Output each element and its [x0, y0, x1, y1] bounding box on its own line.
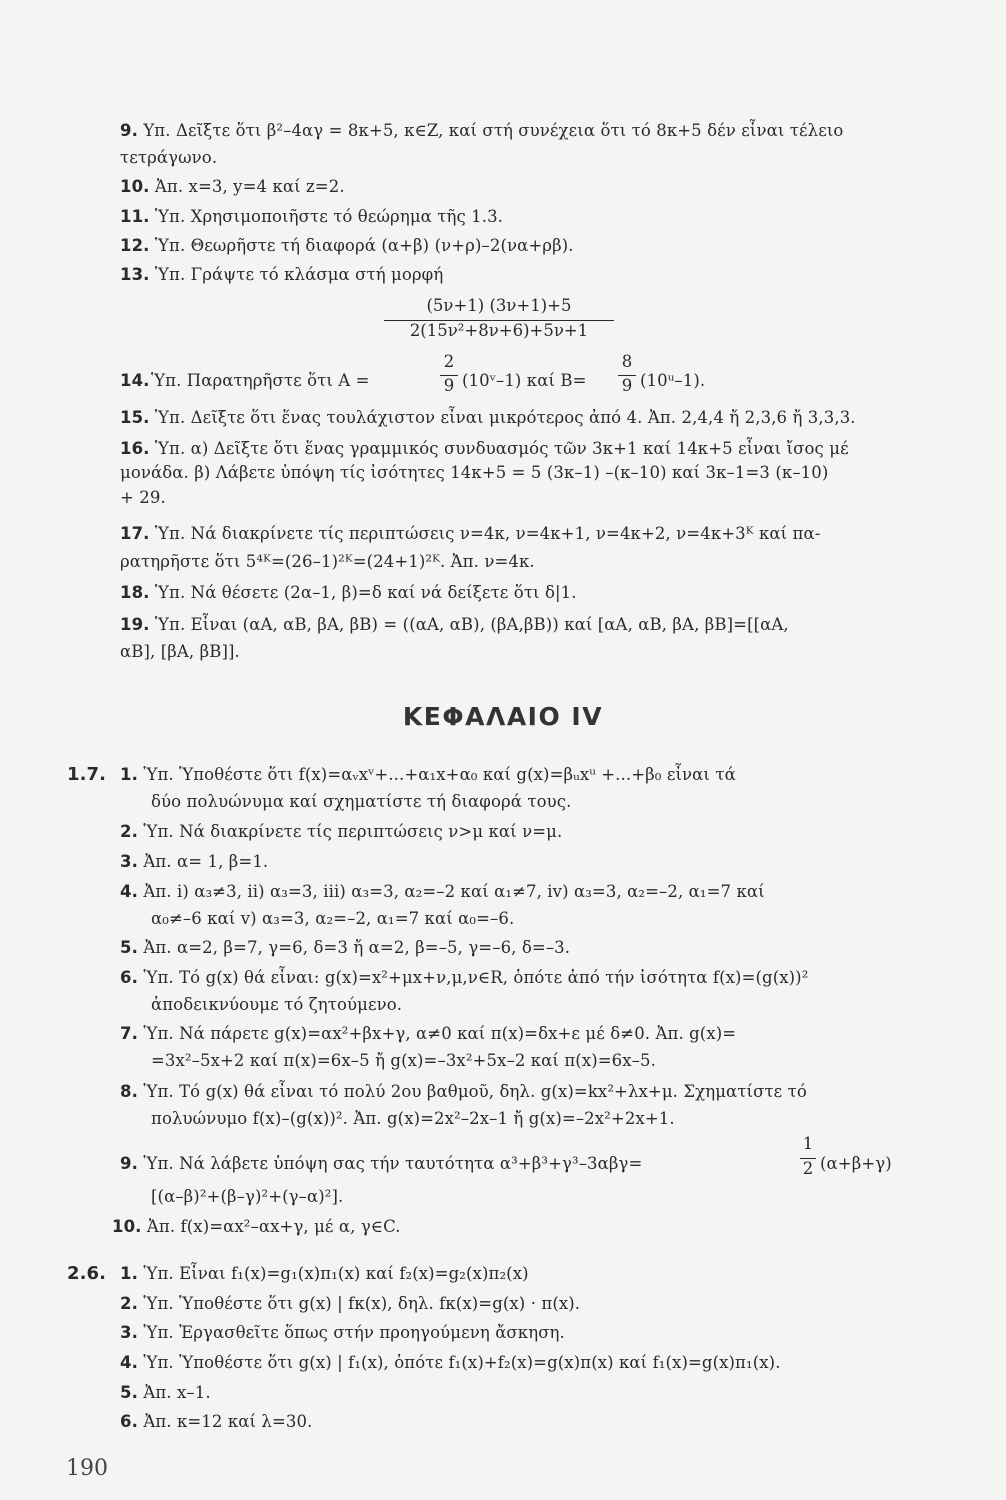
answer-1-7-1-line1	[120, 763, 736, 787]
answer-1-7-9-tail: (α+β+γ)	[820, 1154, 892, 1173]
answer-1-7-10	[112, 1215, 401, 1239]
answer-text: Ἀπ. α=2, β=7, γ=6, δ=3 ἤ α=2, β=–5, γ=–6, δ=–3.	[143, 938, 571, 957]
answer-19-line2: αB], [βA, βB]].	[120, 642, 240, 661]
answer-14-text-b: (10ᵛ–1) καί B=	[462, 371, 587, 390]
answer-text: Ὑπ. Γράψτε τό κλάσμα στή μορφή	[154, 265, 444, 284]
answer-1-7-3	[120, 850, 268, 874]
answer-text: Ὑπ. Εἶναι f₁(x)=g₁(x)π₁(x) καί f₂(x)=g₂(x)π₂(x)	[143, 1264, 529, 1283]
answer-text: Ἀπ. x=3, y=4 καί z=2.	[154, 177, 345, 196]
answer-number: 9.	[120, 1154, 138, 1173]
answer-1-7-1-line2: δύο πολυώνυμα καί σχηματίστε τή διαφορά τους.	[151, 792, 572, 811]
fraction-a-top: 2	[443, 352, 455, 371]
answer-number: 14.	[120, 371, 150, 390]
answer-text: Ὑπ. Ἐργασθεῖτε ὅπως στήν προηγούμενη ἄσκηση.	[143, 1323, 565, 1342]
answer-1-7-8-line2: πολυώνυμο f(x)–(g(x))². Ἀπ. g(x)=2x²–2x–1 ἤ g(x)=–2x²+2x+1.	[151, 1109, 675, 1128]
answer-14-text-c: (10ᵘ–1).	[640, 371, 706, 390]
answer-1-7-4-line2: α₀≠–6 καί v) α₃=3, α₂=–2, α₁=7 καί α₀=–6.	[151, 909, 515, 928]
answer-2-6-1	[120, 1262, 529, 1286]
fraction-denominator: 2(15ν²+8ν+6)+5ν+1	[409, 321, 589, 340]
answer-text: Ὑπ. Τό g(x) θά εἶναι: g(x)=x²+μx+ν,μ,ν∈R, ὁπότε ἀπό τήν ἰσότητα f(x)=(g(x))²	[143, 968, 809, 987]
answer-text: Ὑπ. Χρησιμοποιῆστε τό θεώρημα τῆς 1.3.	[154, 207, 504, 226]
answer-16-line2: μονάδα. β) Λάβετε ὑπόψη τίς ἰσότητες 14κ+5 = 5 (3κ–1) –(κ–10) καί 3κ–1=3 (κ–10)	[120, 463, 829, 482]
answer-14-text-a: Ὑπ. Παρατηρῆστε ὅτι A =	[151, 371, 370, 390]
answer-number: 19.	[120, 615, 150, 634]
answer-1-7-6-line2: ἀποδεικνύουμε τό ζητούμενο.	[151, 995, 403, 1014]
chapter-title: ΚΕΦΑΛΑΙΟ IV	[402, 702, 604, 731]
answer-10	[120, 175, 345, 199]
answer-text: Ἀπ. κ=12 καί λ=30.	[143, 1412, 313, 1431]
answer-19-line1	[120, 613, 789, 637]
answer-number: 18.	[120, 583, 150, 602]
answer-number: 15.	[120, 408, 150, 427]
answer-number: 10.	[112, 1217, 142, 1236]
answer-text: Ὑπ. Ὑποθέστε ὅτι g(x) | f₁(x), ὁπότε f₁(x)+f₂(x)=g(x)π(x) καί f₁(x)=g(x)π₁(x).	[143, 1353, 781, 1372]
answer-1-7-7-line2: =3x²–5x+2 καί π(x)=6x–5 ἤ g(x)=–3x²+5x–2 καί π(x)=6x–5.	[151, 1051, 656, 1070]
answer-text: Ἀπ. i) α₃≠3, ii) α₃=3, iii) α₃=3, α₂=–2 καί α₁≠7, iv) α₃=3, α₂=–2, α₁=7 καί	[143, 882, 765, 901]
answer-1-7-9-line2: [(α–β)²+(β–γ)²+(γ–α)²].	[151, 1187, 344, 1206]
answer-text: Ὑπ. Νά πάρετε g(x)=αx²+βx+γ, α≠0 καί π(x)=δx+ε μέ δ≠0. Ἀπ. g(x)=	[143, 1024, 737, 1043]
answer-text: Ἀπ. x–1.	[143, 1383, 211, 1402]
page-number: 190	[66, 1456, 108, 1481]
answer-2-6-4	[120, 1351, 781, 1375]
answer-text: Ὑπ. Ὑποθέστε ὅτι f(x)=αᵥxᵛ+...+α₁x+α₀ καί g(x)=βᵤxᵘ +...+β₀ εἶναι τά	[143, 765, 736, 784]
answer-number: 11.	[120, 207, 150, 226]
answer-number: 2.	[120, 1294, 138, 1313]
fraction-b-bottom: 9	[621, 376, 633, 395]
fraction-b-top: 8	[621, 352, 633, 371]
answer-text: Ὑπ. Ὑποθέστε ὅτι g(x) | fᴋ(x), δηλ. fᴋ(x)=g(x) · π(x).	[143, 1294, 581, 1313]
answer-18	[120, 581, 577, 605]
fraction-numerator: (5ν+1) (3ν+1)+5	[426, 296, 572, 315]
answer-1-7-2	[120, 820, 562, 844]
answer-number: 7.	[120, 1024, 138, 1043]
answer-1-7-4-line1	[120, 880, 765, 904]
answer-number: 6.	[120, 1412, 138, 1431]
answer-2-6-3	[120, 1321, 565, 1345]
answer-text: Ὑπ. Θεωρῆστε τή διαφορά (α+β) (ν+ρ)–2(να+ρβ).	[154, 236, 574, 255]
answer-number: 3.	[120, 852, 138, 871]
answer-number: 5.	[120, 938, 138, 957]
answer-number: 1.	[120, 1264, 138, 1283]
fraction-bottom: 2	[802, 1159, 814, 1178]
answer-number: 1.	[120, 765, 138, 784]
answer-13	[120, 263, 443, 287]
answer-text: Ὑπ. Νά θέσετε (2α–1, β)=δ καί νά δείξετε ὅτι δ|1.	[154, 583, 577, 602]
answer-number: 3.	[120, 1323, 138, 1342]
answer-15	[120, 406, 856, 430]
answer-text: Ὑπ. Νά λάβετε ὑπόψη σας τήν ταυτότητα α³+β³+γ³–3αβγ=	[143, 1154, 643, 1173]
answer-text: Ὑπ. Τό g(x) θά εἶναι τό πολύ 2ου βαθμοῦ, δηλ. g(x)=kx²+λx+μ. Σχηματίστε τό	[143, 1082, 807, 1101]
answer-number: 17.	[120, 524, 150, 543]
answer-text: Ὑπ. Εἶναι (αA, αB, βA, βB) = ((αA, αB), (βA,βB)) καί [αA, αB, βA, βB]=[[αA,	[154, 615, 789, 634]
fraction-top: 1	[802, 1134, 814, 1153]
answer-16-line1	[120, 437, 849, 461]
section-label-2-6: 2.6.	[67, 1263, 107, 1284]
answer-number: 10.	[120, 177, 150, 196]
answer-2-6-2	[120, 1292, 580, 1316]
answer-1-7-5	[120, 936, 570, 960]
answer-14-number	[120, 369, 150, 393]
answer-11	[120, 205, 503, 229]
answer-number: 4.	[120, 882, 138, 901]
answer-text: Ὑπ. Νά διακρίνετε τίς περιπτώσεις ν=4κ, ν=4κ+1, ν=4κ+2, ν=4κ+3ᴷ καί πα-	[154, 524, 821, 543]
answer-17-line2: ρατηρῆστε ὅτι 5⁴ᴷ=(26–1)²ᴷ=(24+1)²ᴷ. Ἀπ. ν=4κ.	[120, 552, 535, 571]
answer-2-6-6	[120, 1410, 312, 1434]
answer-number: 6.	[120, 968, 138, 987]
answer-2-6-5	[120, 1381, 211, 1405]
answer-1-7-9-line1	[120, 1152, 642, 1176]
answer-12	[120, 234, 574, 258]
answer-number: 9.	[120, 121, 138, 140]
answer-text: Ὑπ. Δεῖξτε ὅτι ἕνας τουλάχιστον εἶναι μικρότερος ἀπό 4. Ἀπ. 2,4,4 ἤ 2,3,6 ἤ 3,3,3.	[154, 408, 856, 427]
answer-16-line3: + 29.	[120, 488, 166, 507]
answer-number: 2.	[120, 822, 138, 841]
answer-1-7-8-line1	[120, 1080, 807, 1104]
answer-17-line1	[120, 522, 820, 546]
fraction-a-bottom: 9	[443, 376, 455, 395]
answer-number: 16.	[120, 439, 150, 458]
answer-text: Ἀπ. f(x)=αx²–αx+γ, μέ α, γ∈C.	[146, 1217, 401, 1236]
answer-1-7-6-line1	[120, 966, 808, 990]
answer-1-7-7-line1	[120, 1022, 736, 1046]
answer-number: 12.	[120, 236, 150, 255]
answer-9-line2: τετράγωνο.	[120, 148, 218, 167]
answer-text: Ὑπ. α) Δεῖξτε ὅτι ἕνας γραμμικός συνδυασμός τῶν 3κ+1 καί 14κ+5 εἶναι ἴσος μέ	[154, 439, 849, 458]
answer-number: 5.	[120, 1383, 138, 1402]
answer-9-line1	[120, 119, 843, 143]
section-label-1-7: 1.7.	[67, 764, 107, 785]
answer-text: Υπ. Δεῖξτε ὅτι β²–4αγ = 8κ+5, κ∈Z, καί στή συνέχεια ὅτι τό 8κ+5 δέν εἶναι τέλειο	[143, 121, 844, 140]
answer-text: Ἀπ. α= 1, β=1.	[143, 852, 269, 871]
answer-number: 4.	[120, 1353, 138, 1372]
answer-number: 13.	[120, 265, 150, 284]
answer-number: 8.	[120, 1082, 138, 1101]
answer-text: Ὑπ. Νά διακρίνετε τίς περιπτώσεις ν>μ καί ν=μ.	[143, 822, 563, 841]
